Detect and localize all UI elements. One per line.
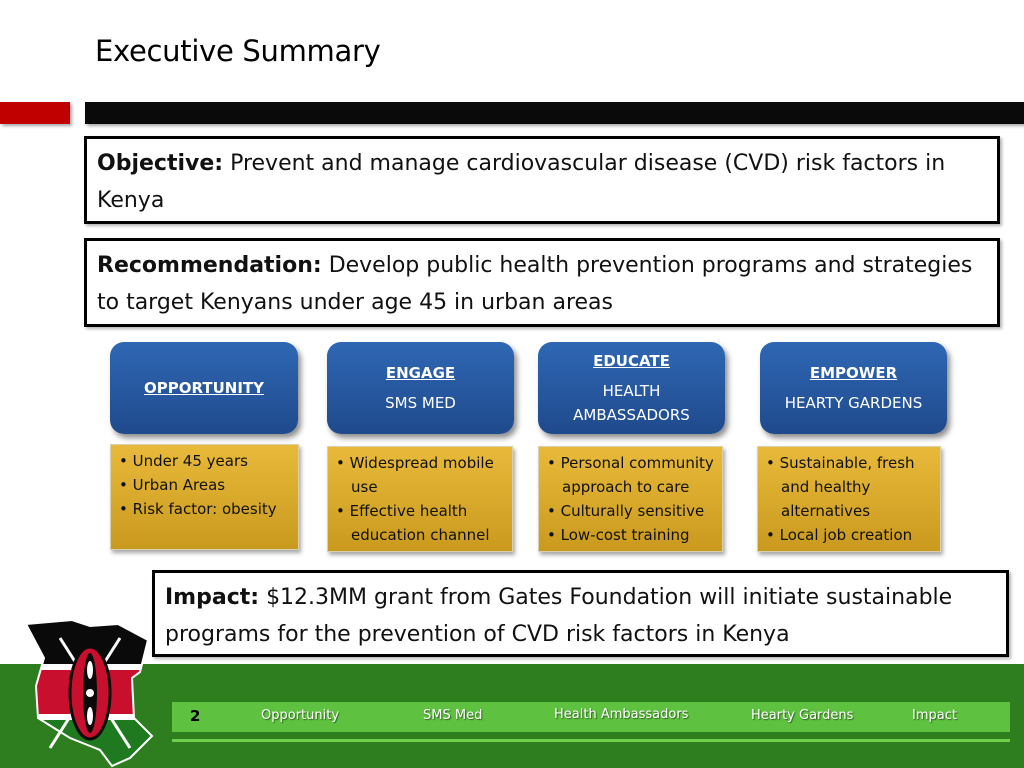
impact-text: $12.3MM grant from Gates Foundation will initiate sustainable programs for the prevention of CVD risk factors in Kenya xyxy=(165,585,953,647)
list-item: • Risk factor: obesity xyxy=(119,497,290,521)
nav-link-health-ambassadors[interactable]: Health Ambassadors xyxy=(554,707,689,722)
engage-bullets xyxy=(327,446,513,552)
list-item: • Urban Areas xyxy=(119,473,290,497)
impact-label: Impact: xyxy=(165,585,260,610)
pillar-educate xyxy=(538,342,725,434)
nav-link-hearty-gardens[interactable]: Hearty Gardens xyxy=(751,708,854,723)
pillar-heading: OPPORTUNITY xyxy=(143,379,264,397)
list-item: • Widespread mobile use xyxy=(336,451,504,499)
list-item: • Effective health education channel xyxy=(336,499,504,547)
objective-label: Objective: xyxy=(97,151,224,176)
list-item: • Local job creation xyxy=(766,523,932,547)
pillar-opportunity xyxy=(110,342,298,434)
footer-divider xyxy=(172,739,1010,742)
slide-title: Executive Summary xyxy=(95,34,381,68)
pillar-heading: EMPOWER xyxy=(809,364,898,382)
pillar-heading: ENGAGE xyxy=(385,364,456,382)
recommendation-label: Recommendation: xyxy=(97,253,322,278)
accent-bar-black xyxy=(85,102,1024,124)
objective-box xyxy=(84,136,1000,224)
list-item: • Culturally sensitive xyxy=(547,499,714,523)
kenya-map-flag-icon xyxy=(20,618,160,768)
list-item: • Under 45 years xyxy=(119,449,290,473)
empower-bullets xyxy=(757,446,941,552)
impact-box xyxy=(152,570,1009,657)
pillar-empower xyxy=(760,342,947,434)
page-number: 2 xyxy=(190,707,201,725)
pillar-sub: HEARTY GARDENS xyxy=(784,394,923,412)
list-item: • Low-cost training xyxy=(547,523,714,547)
recommendation-box xyxy=(84,238,1000,327)
nav-link-opportunity[interactable]: Opportunity xyxy=(261,708,340,723)
educate-bullets xyxy=(538,446,723,552)
opportunity-bullets xyxy=(110,444,299,550)
pillar-sub: SMS MED xyxy=(385,394,456,412)
pillar-sub: HEALTH AMBASSADORS xyxy=(573,382,690,424)
nav-link-sms-med[interactable]: SMS Med xyxy=(423,708,483,723)
nav-link-impact[interactable]: Impact xyxy=(912,708,957,723)
pillar-heading: EDUCATE xyxy=(593,352,670,370)
list-item: • Sustainable, fresh and healthy alternatives xyxy=(766,451,932,523)
pillar-engage xyxy=(327,342,514,434)
objective-text: Prevent and manage cardiovascular disease (CVD) risk factors in Kenya xyxy=(97,151,946,213)
recommendation-text: Develop public health prevention programs and strategies to target Kenyans under age 45 in urban areas xyxy=(97,253,973,315)
list-item: • Personal community approach to care xyxy=(547,451,714,499)
accent-bar-red xyxy=(0,102,70,124)
